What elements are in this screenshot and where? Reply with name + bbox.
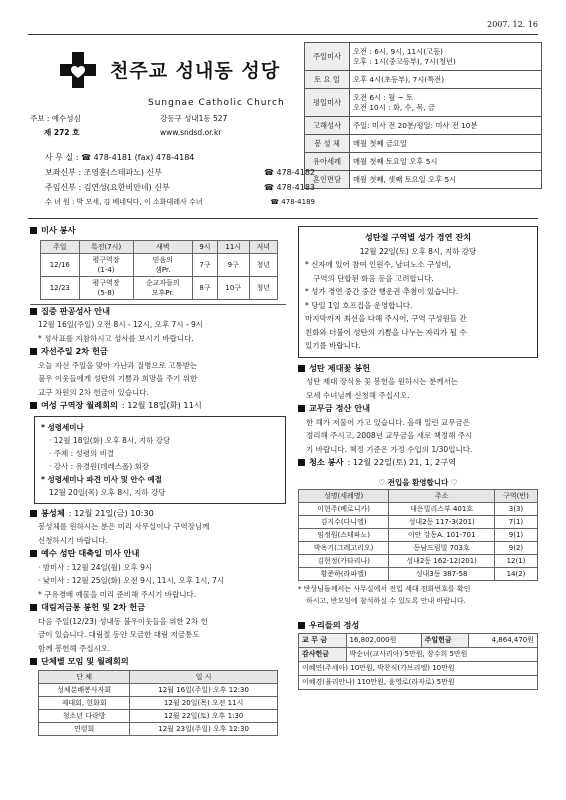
table-row (39, 722, 278, 735)
heading-text: 교무금 정산 안내 (309, 403, 371, 413)
schedule-key: 봉 성 체 (305, 135, 350, 153)
table-row (39, 696, 278, 709)
col-header: 단 체 (39, 670, 130, 683)
staff-name: 조영훈(스테파노) 신부 (83, 168, 163, 177)
heading-text: 예수 성탄 대축일 미사 안내 (41, 548, 140, 558)
schedule-value (350, 89, 542, 117)
col-header: 성명(세례명) (299, 490, 389, 503)
church-cross-logo-icon (60, 52, 96, 88)
cell: 믿음의 샘Pr. (133, 253, 192, 276)
text-line: · 밤미사 : 12월 24일(월) 오후 9시 (38, 562, 153, 572)
table-row (299, 529, 538, 542)
carol-contest-box (298, 226, 538, 358)
cell: 교 무 금 (299, 633, 347, 647)
staff-label: 보좌신부 : (45, 168, 82, 177)
cleaning-heading (298, 456, 538, 470)
cell: 7(1) (494, 516, 537, 529)
text-line: 모세 수녀님께 신청해 주십시오. (306, 390, 410, 400)
text-line: * 성령세미나 파견 미사 및 안수 예절 (41, 474, 163, 484)
schedule-value: 매월 첫째, 셋째 토요일 오후 5시 (350, 171, 542, 189)
issue-number: 제 272 호 (44, 128, 80, 137)
schedule-key: 유아세례 (305, 153, 350, 171)
cell: 주일헌금 (421, 633, 469, 647)
staff-phone: ☎ 478-4183 (263, 183, 315, 192)
table-row (39, 709, 278, 722)
heading-text: 미사 봉사 (41, 225, 76, 235)
cell: 16,802,000원 (346, 633, 421, 647)
issue-date: 2007. 12. 16 (487, 20, 538, 29)
bullet-square-icon (30, 658, 37, 665)
cell: 박옥기(그레고리오) (299, 542, 389, 555)
bullet-square-icon (298, 622, 305, 629)
text-line: 친화와 더불어 성탄의 기쁨을 나누는 자리가 될 수 (305, 327, 467, 337)
schedule-key: 혼인면담 (305, 171, 350, 189)
church-title: 천주교 성내동 성당 (110, 60, 281, 82)
charity-heading (30, 345, 286, 359)
right-column (298, 226, 538, 690)
text-line: 오늘 자선 주일을 맞아 가난과 질병으로 고통받는 (38, 360, 198, 370)
cell: 동남드림빌 703호 (389, 542, 495, 555)
table-row (41, 253, 278, 276)
table-row (299, 555, 538, 568)
flower-heading (298, 362, 538, 376)
col-header: 일 시 (130, 670, 278, 683)
bullet-square-icon (30, 227, 37, 234)
schedule-line: 오전 6시 : 월 ~ 토 (353, 92, 414, 102)
text-line: · 12월 18일(화) 오후 8시, 지하 강당 (49, 435, 171, 445)
staff-phone: ☎ 478-4189 (270, 198, 315, 206)
cell: 7구 (193, 253, 218, 276)
staff-label: 주임신부 : (45, 183, 82, 192)
text-line: 한 해가 저물어 가고 있습니다. 올해 밀린 교무금은 (306, 417, 470, 427)
text-line: 신청하시기 바랍니다. (38, 535, 108, 545)
penance-heading (30, 305, 286, 319)
mass-service-table (40, 240, 278, 300)
bullet-square-icon (30, 604, 37, 611)
bullet-square-icon (298, 459, 305, 466)
cell: 감사헌금 (299, 647, 347, 661)
bullet-square-icon (30, 550, 37, 557)
cell: 평구역장 (5-8) (79, 276, 133, 299)
cell: 12(1) (494, 555, 537, 568)
church-english-name: Sungnae Catholic Church (148, 98, 285, 108)
cell: 14(2) (494, 568, 537, 581)
cell: 청년 (249, 253, 277, 276)
heading-detail: : 12월 22일(토) 21, 1, 2구역 (347, 457, 457, 467)
bullet-square-icon (30, 510, 37, 517)
welcome-heading: ♡ 전입을 환영합니다 ♡ (378, 477, 458, 487)
offerings-heading (298, 619, 538, 633)
bullet-square-icon (30, 348, 37, 355)
cell: 성내3동 387-58 (389, 568, 495, 581)
mass-schedule-table (304, 42, 542, 189)
left-column (30, 224, 286, 736)
cell: 대은빌리스부 401호 (389, 503, 495, 516)
col-header: 새벽 (133, 240, 192, 253)
bullet-square-icon (30, 308, 37, 315)
text-line: * 성령세미나 (41, 422, 84, 432)
carol-heading: 성탄절 구역별 성가 경연 잔치 (364, 232, 472, 242)
cell: 황준하(라파엘) (299, 568, 389, 581)
heading-text: 성탄 제대꽃 봉헌 (309, 362, 371, 373)
cell: 제대회, 헌화회 (39, 696, 130, 709)
address: 강동구 성내1동 527 (160, 114, 228, 123)
staff-assistant (45, 166, 315, 179)
cell: 평구역장 (1-4) (79, 253, 133, 276)
cell: 이혜연(주세아) 10만원, 박찬식(가브리엘) 10만원 (299, 661, 538, 675)
text-line: 교구 차원의 2차 헌금이 있습니다. (38, 387, 149, 397)
text-line: * 성사표를 지참하시고 성사를 보시기 바랍니다. (38, 333, 194, 343)
women-leaders-heading (30, 399, 286, 413)
bullet-square-icon (30, 402, 37, 409)
schedule-line: 오후 : 1시(중고등부), 7시(청년) (353, 56, 456, 66)
schedule-key: 주일미사 (305, 43, 350, 71)
patron: 주보 : 예수성심 (30, 114, 81, 123)
cell: 성내2동 162-12(201) (389, 555, 495, 568)
cell: 김현정(카타리나) (299, 555, 389, 568)
col-header: 주소 (389, 490, 495, 503)
cell: 이안 강동A. 101-701 (389, 529, 495, 542)
heading-text: 단체별 모임 및 월례회의 (41, 656, 129, 666)
schedule-value: 주일: 미사 전 20분/평일: 미사 전 10분 (350, 117, 542, 135)
cell: 성체분배봉사자회 (39, 683, 130, 696)
text-line: 하시고, 반모임에 참석하실 수 있도록 안내 바랍니다. (306, 597, 466, 605)
table-row (39, 683, 278, 696)
heading-text: 우리들의 정성 (309, 620, 360, 630)
text-line: 기 바랍니다. 책정 기준은 가정 수입의 1/30입니다. (306, 444, 473, 454)
col-header: 주일 (41, 240, 80, 253)
cell: 순교자들의 모후Pr. (133, 276, 192, 299)
bullet-square-icon (298, 405, 305, 412)
text-line: 성탄 제대 장식용 꽃 봉헌을 원하시는 분께서는 (306, 377, 458, 386)
col-header: 11시 (217, 240, 249, 253)
cell: 12/16 (41, 253, 80, 276)
text-line: * 당일 1일 호프집을 운영합니다. (305, 300, 413, 310)
staff-name: 박 모세, 김 베네딕다, 이 소화데레사 수녀 (76, 198, 203, 206)
heading-text: 집중 판공성사 안내 (41, 305, 110, 316)
col-header: 9시 (193, 240, 218, 253)
table-row (299, 542, 538, 555)
staff-name: ☎ 478-4181 (fax) 478-4184 (81, 153, 195, 162)
cell: 12월 20일(목) 오전 11시 (130, 696, 278, 709)
cell: 8구 (193, 276, 218, 299)
text-line: * 반상님들께서는 사무실에서 전입 세대 전화번호를 확인 (298, 585, 471, 593)
cell: 이현주(베로니카) (299, 503, 389, 516)
cell: 10구 (217, 276, 249, 299)
staff-name: 김연성(요한비안네) 신부 (83, 183, 170, 192)
table-row (299, 568, 538, 581)
table-row (41, 276, 278, 299)
heading-text: 자선주일 2차 헌금 (41, 346, 108, 356)
schedule-value: 오후 4시(초등부), 7시(특전) (350, 71, 542, 89)
cell: 4,864,470원 (469, 633, 538, 647)
text-line: 12월 20일(목) 오후 8시, 지하 강당 (49, 487, 166, 497)
cell: 청소년 다락방 (39, 709, 130, 722)
mass-service-heading (30, 224, 286, 238)
cell: 이혜경(율리안나) 110만원, 윤영로(라자로) 5만원 (299, 675, 538, 689)
header-rule (28, 218, 538, 219)
staff-label: 수 녀 원 : (45, 198, 75, 206)
text-line: 다음 주일(12/23) 성내동 불우이웃들을 위한 2차 헌 (38, 616, 208, 626)
schedule-line: 오전 : 6시, 9시, 11시(고등) (353, 46, 443, 56)
groups-heading (30, 655, 286, 669)
table-row (299, 503, 538, 516)
christmas-mass-heading (30, 547, 286, 561)
heading-text: 여성 구역장 월례회의 (41, 400, 118, 410)
welcome-table (298, 489, 538, 581)
cell: 9(1) (494, 529, 537, 542)
text-line: 정리해 주시고, 2008년 교무금을 새로 책정해 주시 (306, 431, 473, 440)
top-rule (28, 34, 538, 35)
staff-office (45, 151, 194, 164)
cell: 박순녀(교사리아) 5만원, 장수희 5만원 (346, 647, 538, 661)
cell: 임정원(스테파노) (299, 529, 389, 542)
text-line: 함께 봉헌해 주십시오. (38, 643, 111, 653)
text-line: 금이 있습니다. 대림절 동안 모금한 대림 저금통도 (38, 630, 200, 639)
staff-label: 사 무 실 : (45, 153, 79, 162)
cell: 12월 16일(주일) 오후 12:30 (130, 683, 278, 696)
schedule-line: 오전 10시 : 화, 수, 목, 금 (353, 102, 435, 112)
text-line: 봉성체를 원하시는 분은 미리 사무실이나 구역장님께 (38, 522, 210, 531)
schedule-key: 토 요 일 (305, 71, 350, 89)
heading-text: 대림저금통 봉헌 및 2차 헌금 (41, 602, 146, 612)
col-header: 구역(반) (494, 490, 537, 503)
text-line: * 신자에 있어 참여 인원수, 남녀노소 구성비, (305, 260, 451, 269)
website-link[interactable]: www.sndsd.or.kr (160, 128, 222, 137)
text-line: * 성가 경연 중간 중간 행운권 추첨이 있습니다. (305, 287, 459, 296)
cell: 성내2동 117-3(201) (389, 516, 495, 529)
col-header: 저녁 (249, 240, 277, 253)
staff-pastor (45, 181, 315, 194)
heading-detail: : 12월 21일(금) 10:30 (68, 507, 154, 518)
cell: 김지수(다니엘) (299, 516, 389, 529)
communion-heading (30, 507, 286, 521)
cell: 12월 23일(주일) 오후 12:30 (130, 722, 278, 735)
schedule-key: 고해성사 (305, 117, 350, 135)
text-line: 구역의 단합된 화음 등을 고려합니다. (313, 273, 434, 283)
text-line: 마지막까지 최선을 다해 주시어, 구역 구성원들 간 (305, 314, 467, 323)
advent-heading (30, 601, 286, 615)
cell: 연령회 (39, 722, 130, 735)
text-line: · 낮미사 : 12월 25일(화) 오전 9시, 11시, 오후 1시, 7시 (38, 576, 225, 585)
staff-convent (45, 196, 315, 209)
schedule-value: 매월 첫째 토요일 오후 5시 (350, 153, 542, 171)
text-line: 12월 16일(주일) 오전 8시 - 12시, 오후 7시 - 9시 (38, 320, 203, 329)
groups-table (38, 670, 278, 736)
dues-heading (298, 402, 538, 416)
heading-detail: : 12월 18일(화) 11시 (121, 400, 202, 410)
table-row (299, 516, 538, 529)
heading-text: 청소 봉사 (309, 457, 344, 467)
text-line: * 구유경배 예물을 미리 준비해 주시기 바랍니다. (38, 589, 197, 599)
text-line: 12월 22일(토) 오후 8시, 지하 강당 (359, 246, 477, 256)
bullet-square-icon (298, 365, 305, 372)
schedule-key: 평일미사 (305, 89, 350, 117)
text-line: · 강사 : 유경원(데레스폴) 회장 (49, 461, 149, 471)
offerings-table (298, 633, 538, 690)
staff-phone: ☎ 478-4182 (263, 168, 315, 177)
col-header: 특전(7시) (79, 240, 133, 253)
text-line: 불우 이웃들에게 성탄의 기쁨과 희망을 주기 위한 (38, 374, 198, 383)
cell: 청년 (249, 276, 277, 299)
seminar-box (34, 416, 286, 504)
heading-text: 봉성체 (41, 507, 65, 518)
cell: 12월 22일(토) 오후 1:30 (130, 709, 278, 722)
text-line: 있기를 바랍니다. (305, 341, 361, 350)
schedule-value: 매월 첫째 금요일 (350, 135, 542, 153)
cell: 9구 (217, 253, 249, 276)
text-line: · 주제 : 성령의 비결 (49, 448, 115, 458)
schedule-value (350, 43, 542, 71)
cell: 12/23 (41, 276, 80, 299)
cell: 3(3) (494, 503, 537, 516)
cell: 9(2) (494, 542, 537, 555)
